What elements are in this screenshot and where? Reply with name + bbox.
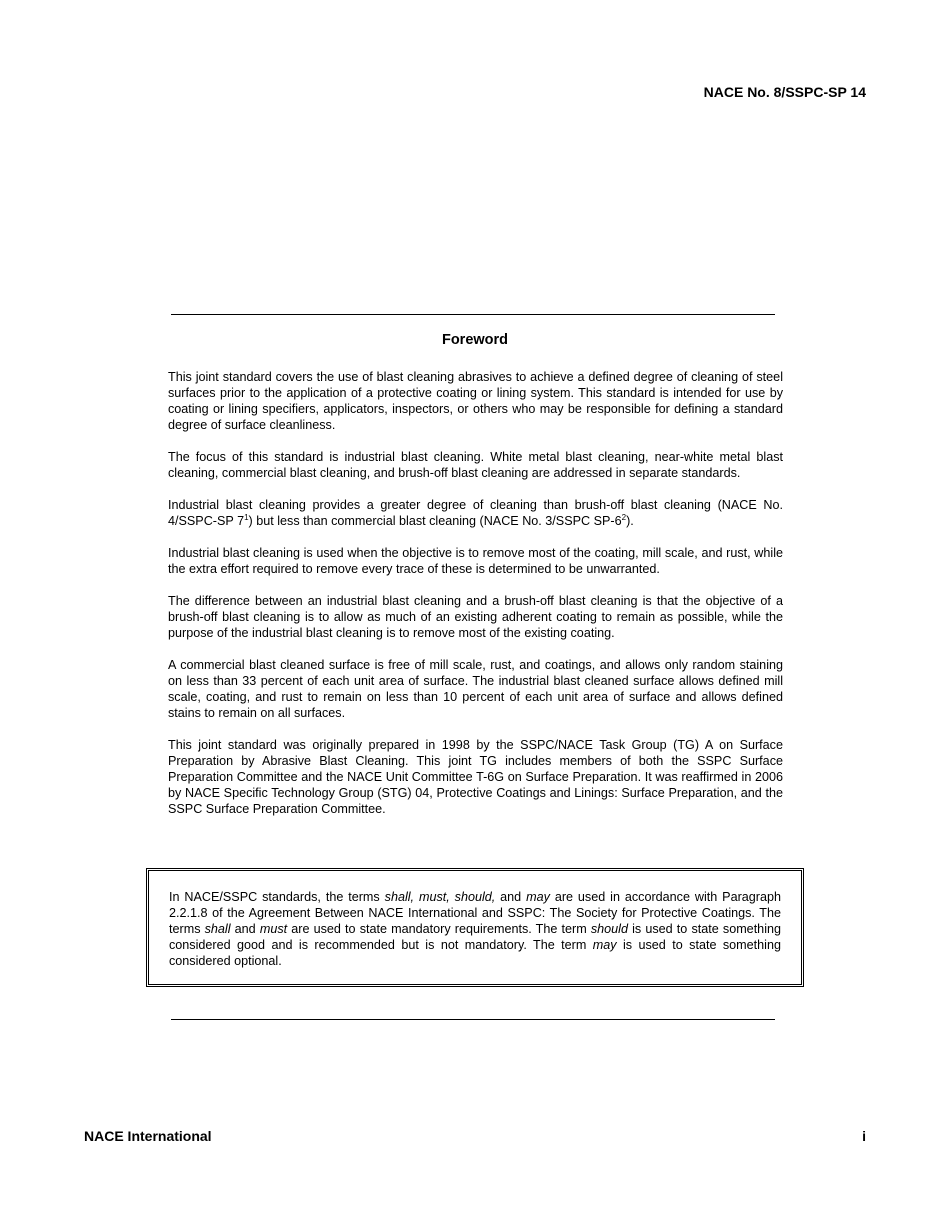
- document-code: NACE No. 8/SSPC-SP 14: [703, 84, 866, 100]
- paragraph-difference: The difference between an industrial blast cleaning and a brush-off blast cleaning is that the objective of a brush-off blast cleaning is to allow as much of an existing adherent coating to remain as possible, while the purpose of the industrial blast cleaning is to remove most of the existing coating.: [168, 593, 783, 640]
- reference-2: 2: [621, 513, 627, 523]
- paragraph-commercial: A commercial blast cleaned surface is free of mill scale, rust, and coatings, and allows only random staining on less than 33 percent of each unit area of surface. The industrial blast cleaned surface allows defined mill scale, coating, and rust to remain on less than 10 percent of each unit area of surface and allows defined stains to remain on all surfaces.: [168, 657, 783, 720]
- paragraph-focus: The focus of this standard is industrial blast cleaning. White metal blast cleaning, near-white metal blast cleaning, commercial blast cleaning, and brush-off blast cleaning are addressed in separate standards.: [168, 450, 783, 481]
- top-divider: [171, 314, 775, 315]
- paragraph-scope: This joint standard covers the use of blast cleaning abrasives to achieve a defined degree of cleaning of steel surfaces prior to the application of a protective coating or lining system. This standard is intended for use by coating or lining specifiers, applicators, inspectors, or others who may be responsible for defining a standard degree of surface cleanliness.: [168, 370, 783, 433]
- foreword-body: [168, 369, 783, 833]
- paragraph-history: This joint standard was originally prepared in 1998 by the SSPC/NACE Task Group (TG) A on Surface Preparation by Abrasive Blast Cleaning. This joint TG includes members of both the SSPC Surface Preparation Committee and the NACE Unit Committee T-6G on Surface Preparation. It was reaffirmed in 2006 by NACE Specific Technology Group (STG) 04, Protective Coatings and Linings: Surface Preparation, and the SSPC Surface Preparation Committee.: [168, 737, 783, 817]
- reference-1: 1: [244, 513, 249, 523]
- terminology-note-box: [146, 868, 804, 987]
- footer-publisher: NACE International: [84, 1128, 212, 1144]
- paragraph-usage: Industrial blast cleaning is used when the objective is to remove most of the coating, mill scale, and rust, while the extra effort required to remove every trace of these is determined to be unwarranted.: [168, 545, 783, 576]
- bottom-divider: [171, 1019, 775, 1020]
- paragraph-comparison: Industrial blast cleaning provides a greater degree of cleaning than brush-off blast cleaning (NACE No. 4/SSPC-SP $7^1$) but less than commercial blast cleaning (NACE No. 3/SSPC $SP-6^2$).: [168, 497, 783, 529]
- page-title: Foreword: [441, 332, 509, 348]
- page-number: i: [862, 1128, 866, 1144]
- terminology-note: In NACE/SSPC standards, the terms shall, must, should, and may are used in accordance with Paragraph 2.2.1.8 of the Agreement Between NACE International and SSPC: The Society for Protective Coatings. The terms shall and must are used to state mandatory requirements. The term should is used to state something considered good and is recommended but is not mandatory. The term may is used to state something considered optional.: [169, 890, 781, 969]
